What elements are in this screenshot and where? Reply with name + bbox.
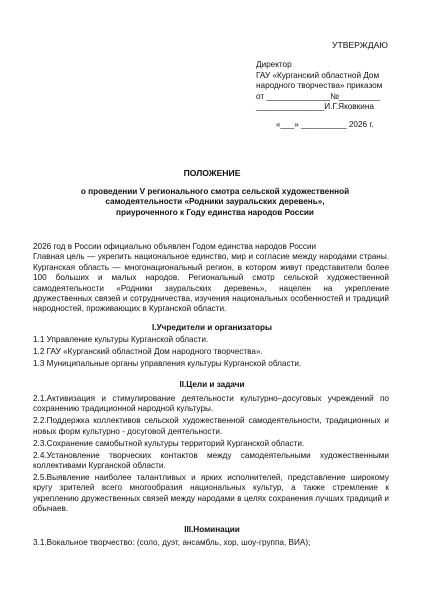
section-3-heading: III.Номинации <box>184 525 240 534</box>
approval-date-line: «___» __________ 2026 г. <box>276 120 374 129</box>
signature-line: _______________И.Г.Яковкина <box>256 102 374 111</box>
section-1-list <box>33 335 389 369</box>
list-item: 2.5.Выявление наиболее талантливых и ярких исполнителей, представление широкому кругу зрителей всего многообразия национальных культур, а также стремление к укреплению дружественных связей между народами в целях сохранения лучших традиций и обычаев. <box>33 472 389 514</box>
subtitle-line-3: приуроченного к Году единства народов России <box>116 207 314 217</box>
subtitle-line-1: о проведении V регионального смотра сельской художественной <box>80 187 350 196</box>
section-3-list <box>33 538 389 548</box>
intro-paragraph: Главная цель — укрепить национальное единство, мир и согласие между народами страны. Курганская область — многонациональный регион, в котором живут представители более 100 больших и малых народов. Региональный смотр сельской художественной самодеятельности «Родники зауральских деревень», нацелен на укрепление дружественных связей и сотрудничества, изучения национальных особенностей и традиций народностей, проживающих в Курганской области. <box>33 252 389 314</box>
list-item: 2.4.Установление творческих контактов между самодеятельными художественными коллективами Курганской области. <box>33 450 389 470</box>
director-label: Директор <box>256 60 292 69</box>
subtitle-line-2: самодеятельности «Родники зауральских деревень», <box>105 197 325 207</box>
list-item: 2.1.Активизация и стимулирование деятельности культурно–досуговых учреждений по сохранению традиционной народной культуры. <box>33 394 389 414</box>
document-subtitle <box>60 187 370 218</box>
document-title: ПОЛОЖЕНИЕ <box>183 168 241 178</box>
section-2-heading: II.Цели и задачи <box>179 380 245 389</box>
list-item: 1.3 Муниципальные органы управления культуры Курганской области. <box>33 358 302 368</box>
list-item: 2.3.Сохранение самобытной культуры территорий Курганской области. <box>33 438 305 448</box>
order-line: от ______________№_________ <box>256 91 380 101</box>
org-line-2: народного творчества» приказом <box>256 81 383 90</box>
intro-line: 2026 год в России официально объявлен Годом единства народов России <box>33 242 317 251</box>
list-item: 1.1 Управление культуры Курганской области. <box>33 335 209 344</box>
list-item: 1.2 ГАУ «Курганский областной Дом народного творчества». <box>33 346 263 356</box>
approve-label: УТВЕРЖДАЮ <box>332 40 388 50</box>
list-item: 2.2.Поддержка коллективов сельской художественной самодеятельности, традиционных и новых форм культурно - досуговой деятельности. <box>33 416 389 436</box>
intro-section <box>33 242 389 315</box>
list-item: 3.1.Вокальное творчество: (соло, дуэт, ансамбль, хор, шоу-группа, ВИА); <box>33 538 311 547</box>
section-1-heading: I.Учредители и организаторы <box>152 323 272 332</box>
section-2-list <box>33 394 389 514</box>
org-line-1: ГАУ «Курганский областной Дом <box>256 70 380 80</box>
